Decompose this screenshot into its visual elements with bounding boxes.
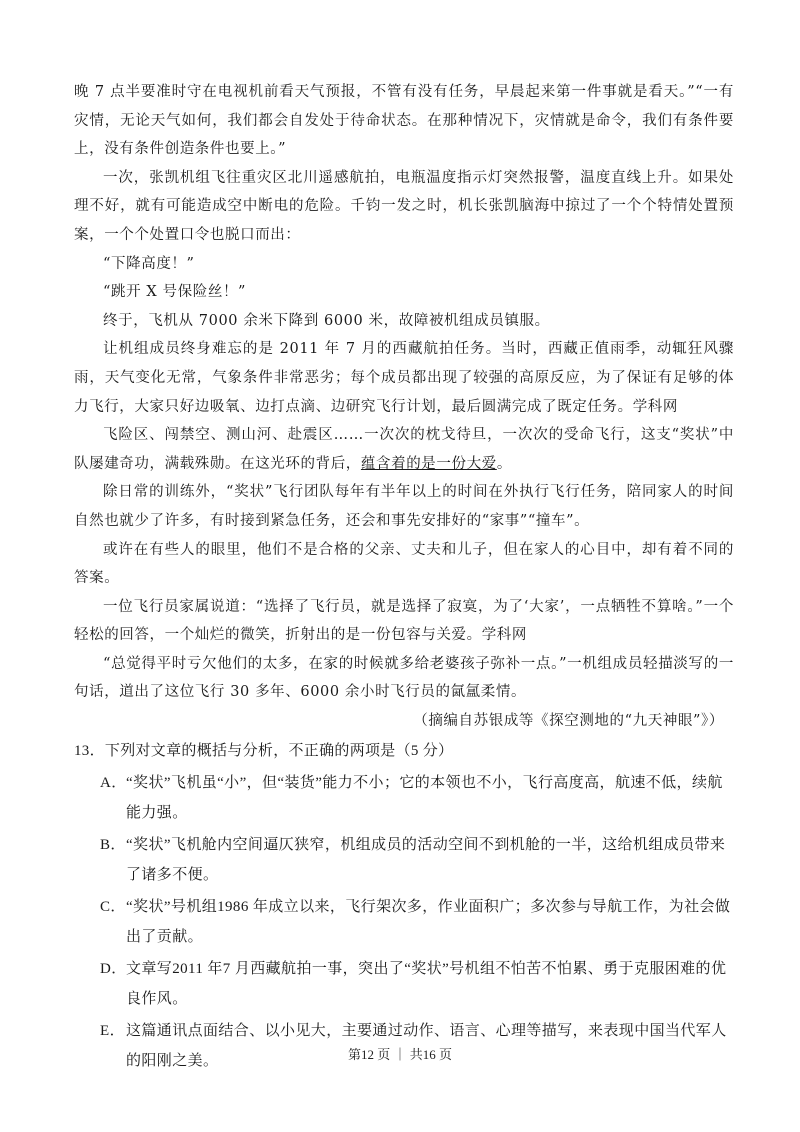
option-d-label: D． xyxy=(100,960,127,977)
article-paragraph-6: 让机组成员终身难忘的是 2011 年 7 月的西藏航拍任务。当时，西藏正值雨季，动辄狂风骤雨，天气变化无常，气象条件非常恶劣；每个成员都出现了较强的高原反应，为了保证有足够的体力飞行，大家只好边吸氧、边打点滴、边研究飞行计划，最后圆满完成了既定任务。学科网 xyxy=(74,341,734,415)
option-c-text: “奖状”号机组1986 年成立以来，飞行架次多，作业面积广；多次参与导航工作，为社会做出了贡献。 xyxy=(126,898,731,945)
option-b-text: “奖状”飞机舱内空间逼仄狭窄，机组成员的活动空间不到机舱的一半，这给机组成员带来了诸多不便。 xyxy=(126,836,726,883)
option-e-label: E． xyxy=(100,1022,125,1039)
article-paragraph-5: 终于，飞机从 7000 余米下降到 6000 米，故障被机组成员镇服。 xyxy=(103,312,550,329)
article-paragraph-2: 一次，张凯机组飞往重灾区北川遥感航拍，电瓶温度指示灯突然报警，温度直线上升。如果处理不好，就有可能造成空中断电的危险。千钧一发之时，机长张凯脑海中掠过了一个个特情处置预案，一个个处置口令也脱口而出： xyxy=(74,169,734,243)
option-e-text: 这篇通讯点面结合、以小见大，主要通过动作、语言、心理等描写，来表现中国当代军人的阳刚之美。 xyxy=(126,1022,727,1069)
option-c-label: C． xyxy=(100,898,126,915)
document-page xyxy=(74,78,734,1078)
article-paragraph-11: “总觉得平时亏欠他们的太多，在家的时候就多给老婆孩子弥补一点。”一机组成员轻描淡写的一句话，道出了这位飞行 30 多年、6000 余小时飞行员的氤氲柔情。 xyxy=(74,655,734,701)
article-source: （摘编自苏银成等《探空测地的“九天神眼”》） xyxy=(413,713,724,730)
underlined-phrase: 蕴含着的是一份大爱 xyxy=(360,455,497,472)
question-stem: 13．下列对文章的概括与分析，不正确的两项是（5 分） xyxy=(74,742,454,759)
paragraph-7-end: 。 xyxy=(496,455,512,472)
article-paragraph-4: “跳开 X 号保险丝！” xyxy=(103,284,247,301)
option-b xyxy=(74,830,734,890)
paragraph-7-text: 飞险区、闯禁空、测山河、赴震区……一次次的枕戈待旦，一次次的受命飞行，这支“奖状”中队屡建奇功，满载殊勋。在这光环的背后， xyxy=(74,427,734,472)
option-a-label: A． xyxy=(100,774,127,791)
article-paragraph-3: “下降高度！” xyxy=(103,255,195,272)
article-paragraph-7 xyxy=(74,421,734,478)
article-paragraph-10: 一位飞行员家属说道：“选择了飞行员，就是选择了寂寞，为了‘大家’，一点牺牲不算啥。”一个轻松的回答，一个灿烂的微笑，折射出的是一份包容与关爱。学科网 xyxy=(74,598,734,644)
option-c xyxy=(74,892,734,952)
article-paragraph-8: 除日常的训练外，“奖状”飞行团队每年有半年以上的时间在外执行飞行任务，陪同家人的时间自然也就少了许多，有时接到紧急任务，还会和事先安排好的“家事”“撞车”。 xyxy=(74,484,734,529)
option-d xyxy=(74,954,734,1014)
option-a-text: “奖状”飞机虽“小”，但“装货”能力不小；它的本领也不小，飞行高度高，航速不低，续航能力强。 xyxy=(126,774,723,821)
option-b-label: B． xyxy=(100,836,126,853)
article-paragraph-9: 或许在有些人的眼里，他们不是合格的父亲、丈夫和儿子，但在家人的心目中，却有着不同的答案。 xyxy=(74,541,734,587)
page-footer: 第12 页 ｜ 共16 页 xyxy=(347,1047,452,1062)
article-paragraph-1: 晚 7 点半要准时守在电视机前看天气预报，不管有没有任务，早晨起来第一件事就是看天。”“一有灾情，无论天气如何，我们都会自发处于待命状态。在那种情况下，灾情就是命令，我们有条件要上，没有条件创造条件也要上。” xyxy=(74,84,734,158)
option-d-text: 文章写2011 年7 月西藏航拍一事，突出了“奖状”号机组不怕苦不怕累、勇于克服困难的优良作风。 xyxy=(126,960,727,1007)
option-a xyxy=(74,768,734,828)
